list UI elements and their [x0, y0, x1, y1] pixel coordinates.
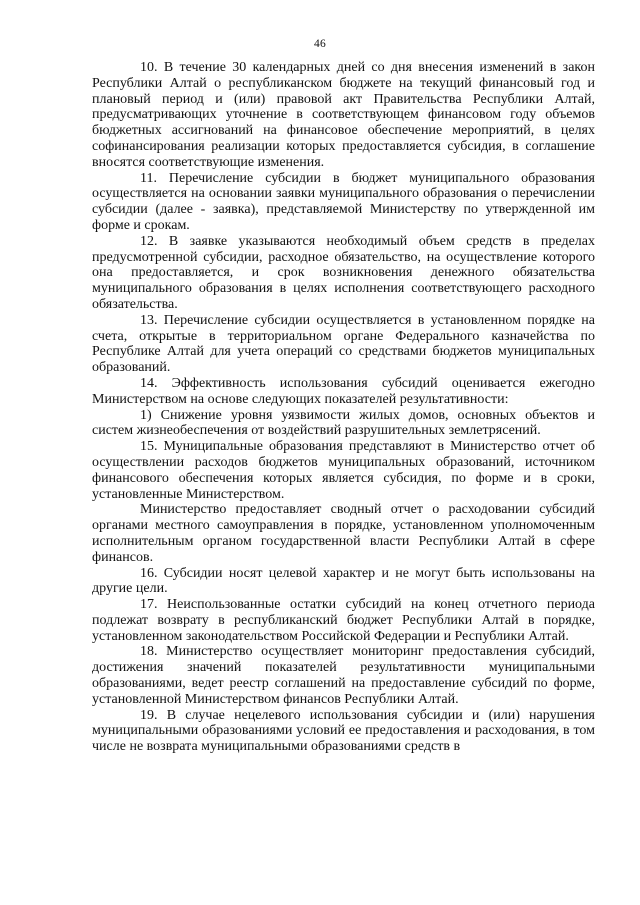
- paragraph-18: 18. Министерство осуществляет мониторинг предоставления субсидий, достижения значений показателей результативности муниципальными образованиями, ведет реестр соглашений на предоставление субсидий по форме, установленной Министерством финансов Республики Алтай.: [92, 644, 595, 707]
- paragraph-14-item-1: 1) Снижение уровня уязвимости жилых домов, основных объектов и систем жизнеобеспечения от воздействий разрушительных землетрясений.: [92, 407, 595, 439]
- paragraph-17: 17. Неиспользованные остатки субсидий на конец отчетного периода подлежат возврату в республиканский бюджет Республики Алтай в порядке, установленном законодательством Российской Федерации и Республики Алтай.: [92, 597, 595, 644]
- document-body: [92, 60, 595, 755]
- paragraph-15: 15. Муниципальные образования представляют в Министерство отчет об осуществлении расходов бюджетов муниципальных образований, источником финансового обеспечения которых является субсидия, по форме и в сроки, установленные Министерством.: [92, 439, 595, 502]
- paragraph-19: 19. В случае нецелевого использования субсидии и (или) нарушения муниципальными образованиями условий ее предоставления и расходования, в том числе не возврата муниципальными образованиями средств в: [92, 707, 595, 755]
- paragraph-16: 16. Субсидии носят целевой характер и не могут быть использованы на другие цели.: [92, 565, 595, 597]
- paragraph-13: 13. Перечисление субсидии осуществляется в установленном порядке на счета, открытые в территориальном органе Федерального казначейства по Республике Алтай для учета операций со средствами бюджетов муниципальных образований.: [92, 312, 595, 376]
- paragraph-11: 11. Перечисление субсидии в бюджет муниципального образования осуществляется на основании заявки муниципального образования о перечислении субсидии (далее - заявка), представляемой Министерству по утвержденной им форме и срокам.: [92, 170, 595, 233]
- paragraph-12: 12. В заявке указываются необходимый объем средств в пределах предусмотренной субсидии, расходное обязательство, на осуществление которого она предоставляется, и срок возникновения денежного обязательства муниципального образования в целях исполнения соответствующего расходного обязательства.: [92, 233, 595, 312]
- paragraph-15-report: Министерство предоставляет сводный отчет о расходовании субсидий органами местного самоуправления в порядке, установленном уполномоченным исполнительным органом государственной власти Республики Алтай в сфере финансов.: [92, 502, 595, 565]
- page-number: 46: [314, 38, 326, 50]
- paragraph-14: 14. Эффективность использования субсидий оценивается ежегодно Министерством на основе следующих показателей результативности:: [92, 375, 595, 407]
- paragraph-10: 10. В течение 30 календарных дней со дня внесения изменений в закон Республики Алтай о республиканском бюджете на текущий финансовый год и плановый период и (или) правовой акт Правительства Республики Алтай, предусматривающих уточнение в соответствующем финансовом году объемов бюджетных ассигнований на финансовое обеспечение мероприятий, в целях софинансирования реализации которых предоставляется субсидия, в соглашение вносятся соответствующие изменения.: [92, 60, 595, 170]
